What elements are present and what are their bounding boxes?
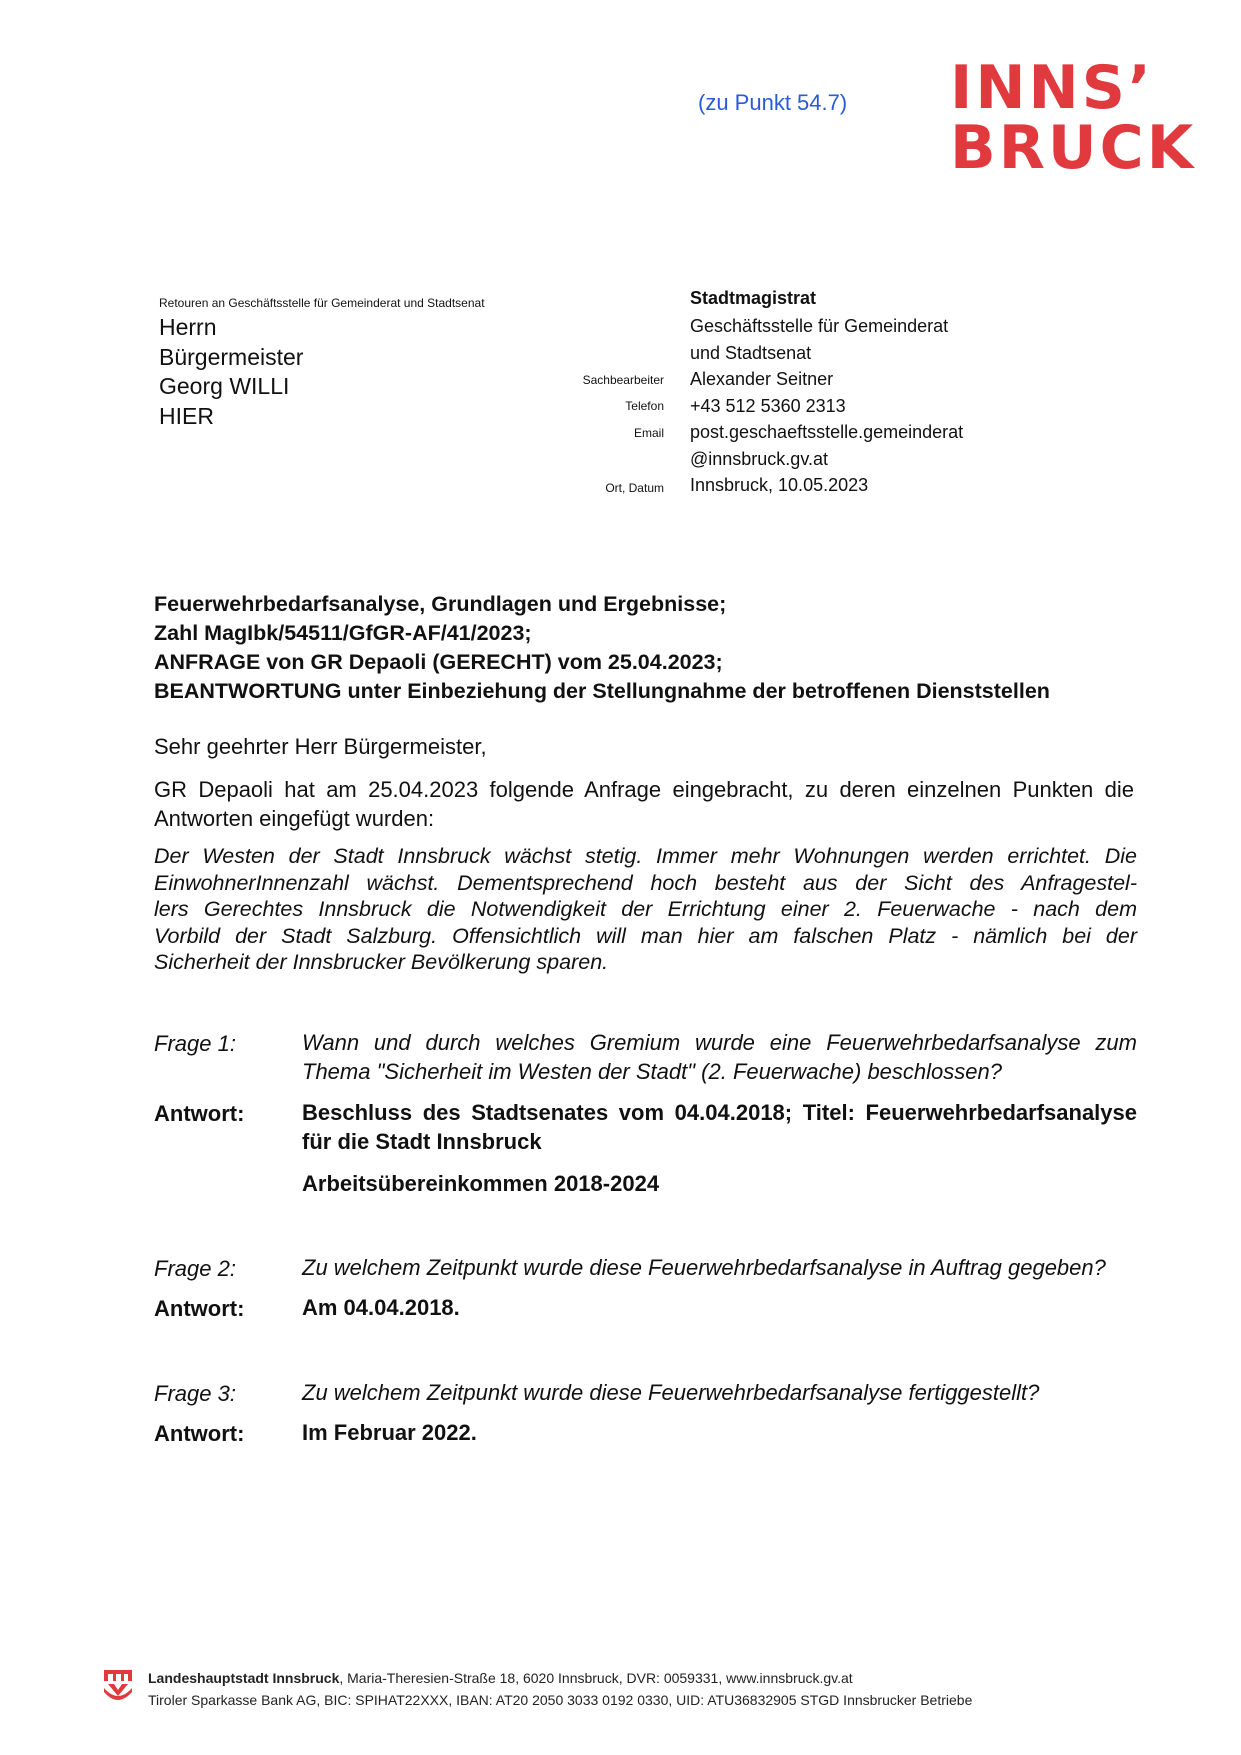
quote-line: Der Westen der Stadt Innsbruck wächst stetig. Immer mehr Wohnungen werden errichtet. Die	[154, 844, 1137, 868]
subject-line: Feuerwehrbedarfsanalyse, Grundlagen und Ergebnisse;	[154, 592, 727, 616]
footer-address: , Maria-Theresien-Straße 18, 6020 Innsbruck, DVR: 0059331, www.innsbruck.gv.at	[339, 1670, 853, 1686]
recipient-address	[159, 313, 303, 431]
department-line: Geschäftsstelle für Gemeinderat	[690, 316, 949, 336]
question-2-text: Zu welchem Zeitpunkt wurde diese Feuerwehrbedarfsanalyse in Auftrag gegeben?	[302, 1255, 1106, 1280]
recipient-line: Georg WILLI	[159, 373, 290, 399]
footer-org: Landeshauptstadt Innsbruck	[148, 1670, 340, 1686]
sender-name: Stadtmagistrat	[690, 288, 817, 308]
clerk-label: Sachbearbeiter	[582, 373, 664, 387]
quote-line: lers Gerechtes Innsbruck die Notwendigkeit der Errichtung einer 2. Feuerwache - nach dem	[154, 897, 1137, 921]
subject-line: BEANTWORTUNG unter Einbeziehung der Stellungnahme der betroffenen Dienststellen	[154, 679, 1050, 703]
email-value-cont: @innsbruck.gv.at	[690, 448, 828, 469]
quote-line: Vorbild der Stadt Salzburg. Offensichtlich will man hier am falschen Platz - nämlich bei der	[154, 923, 1137, 948]
subject-line: Zahl MagIbk/54511/GfGR-AF/41/2023;	[154, 621, 532, 645]
answer-1-label: Antwort:	[154, 1101, 245, 1126]
phone-value: +43 512 5360 2313	[690, 395, 846, 416]
footer	[148, 1667, 972, 1711]
quote-line: Sicherheit der Innsbrucker Bevölkerung sparen.	[154, 950, 609, 974]
innsbruck-logo	[950, 53, 1197, 183]
subject-line: ANFRAGE von GR Depaoli (GERECHT) vom 25.04.2023;	[154, 650, 723, 674]
footer-line-2: Tiroler Sparkasse Bank AG, BIC: SPIHAT22XXX, IBAN: AT20 2050 3033 0192 0330, UID: ATU36832905 STGD Innsbrucker Betriebe	[148, 1692, 973, 1708]
email-value: post.geschaeftsstelle.gemeinderat	[690, 422, 964, 442]
place-date-label: Ort, Datum	[605, 481, 664, 495]
answer-1-extra: Arbeitsübereinkommen 2018-2024	[302, 1171, 660, 1196]
email-label: Email	[633, 426, 664, 440]
answer-2-text: Am 04.04.2018.	[302, 1295, 460, 1320]
return-address: Retouren an Geschäftsstelle für Gemeinderat und Stadtsenat	[159, 296, 485, 310]
intro-paragraph: GR Depaoli hat am 25.04.2023 folgende Anfrage eingebracht, zu deren einzelnen Punkten die Antworten eingefügt wurden:	[154, 777, 1134, 831]
department-line: und Stadtsenat	[690, 342, 812, 363]
answer-3-label: Antwort:	[154, 1421, 245, 1446]
answer-2-label: Antwort:	[154, 1296, 245, 1321]
place-date-value: Innsbruck, 10.05.2023	[690, 475, 869, 495]
phone-label: Telefon	[625, 399, 664, 413]
logo-line-2: BRUCK	[950, 113, 1197, 183]
question-3-text: Zu welchem Zeitpunkt wurde diese Feuerwehrbedarfsanalyse fertiggestellt?	[302, 1380, 1040, 1405]
sender-details	[690, 313, 963, 499]
logo-line-1: INNS’	[950, 53, 1154, 123]
question-1-label: Frage 1:	[154, 1031, 236, 1056]
answer-1-text: Beschluss des Stadtsenates vom 04.04.2018; Titel: Feuerwehrbedarfsanalyse für die Stadt Innsbruck	[302, 1100, 1137, 1154]
recipient-line: Herrn	[159, 314, 217, 340]
salutation: Sehr geehrter Herr Bürgermeister,	[154, 734, 487, 759]
question-2-label: Frage 2:	[154, 1256, 236, 1281]
inquiry-quote	[154, 843, 1137, 976]
question-3-label: Frage 3:	[154, 1381, 236, 1406]
reference-note: (zu Punkt 54.7)	[698, 90, 848, 115]
question-1-text: Wann und durch welches Gremium wurde eine Feuerwehrbedarfsanalyse zum Thema "Sicherheit im Westen der Stadt" (2. Feuerwache) beschlossen?	[302, 1030, 1137, 1084]
recipient-line: HIER	[159, 402, 214, 429]
city-emblem-icon	[104, 1668, 132, 1702]
footer-line-1	[148, 1667, 972, 1689]
quote-line: EinwohnerInnenzahl wächst. Dementsprechend hoch besteht aus der Sicht des Anfragestel-	[154, 870, 1137, 895]
answer-3-text: Im Februar 2022.	[302, 1420, 477, 1445]
recipient-line: Bürgermeister	[159, 343, 304, 370]
subject-block	[154, 590, 1050, 706]
clerk-value: Alexander Seitner	[690, 369, 834, 389]
